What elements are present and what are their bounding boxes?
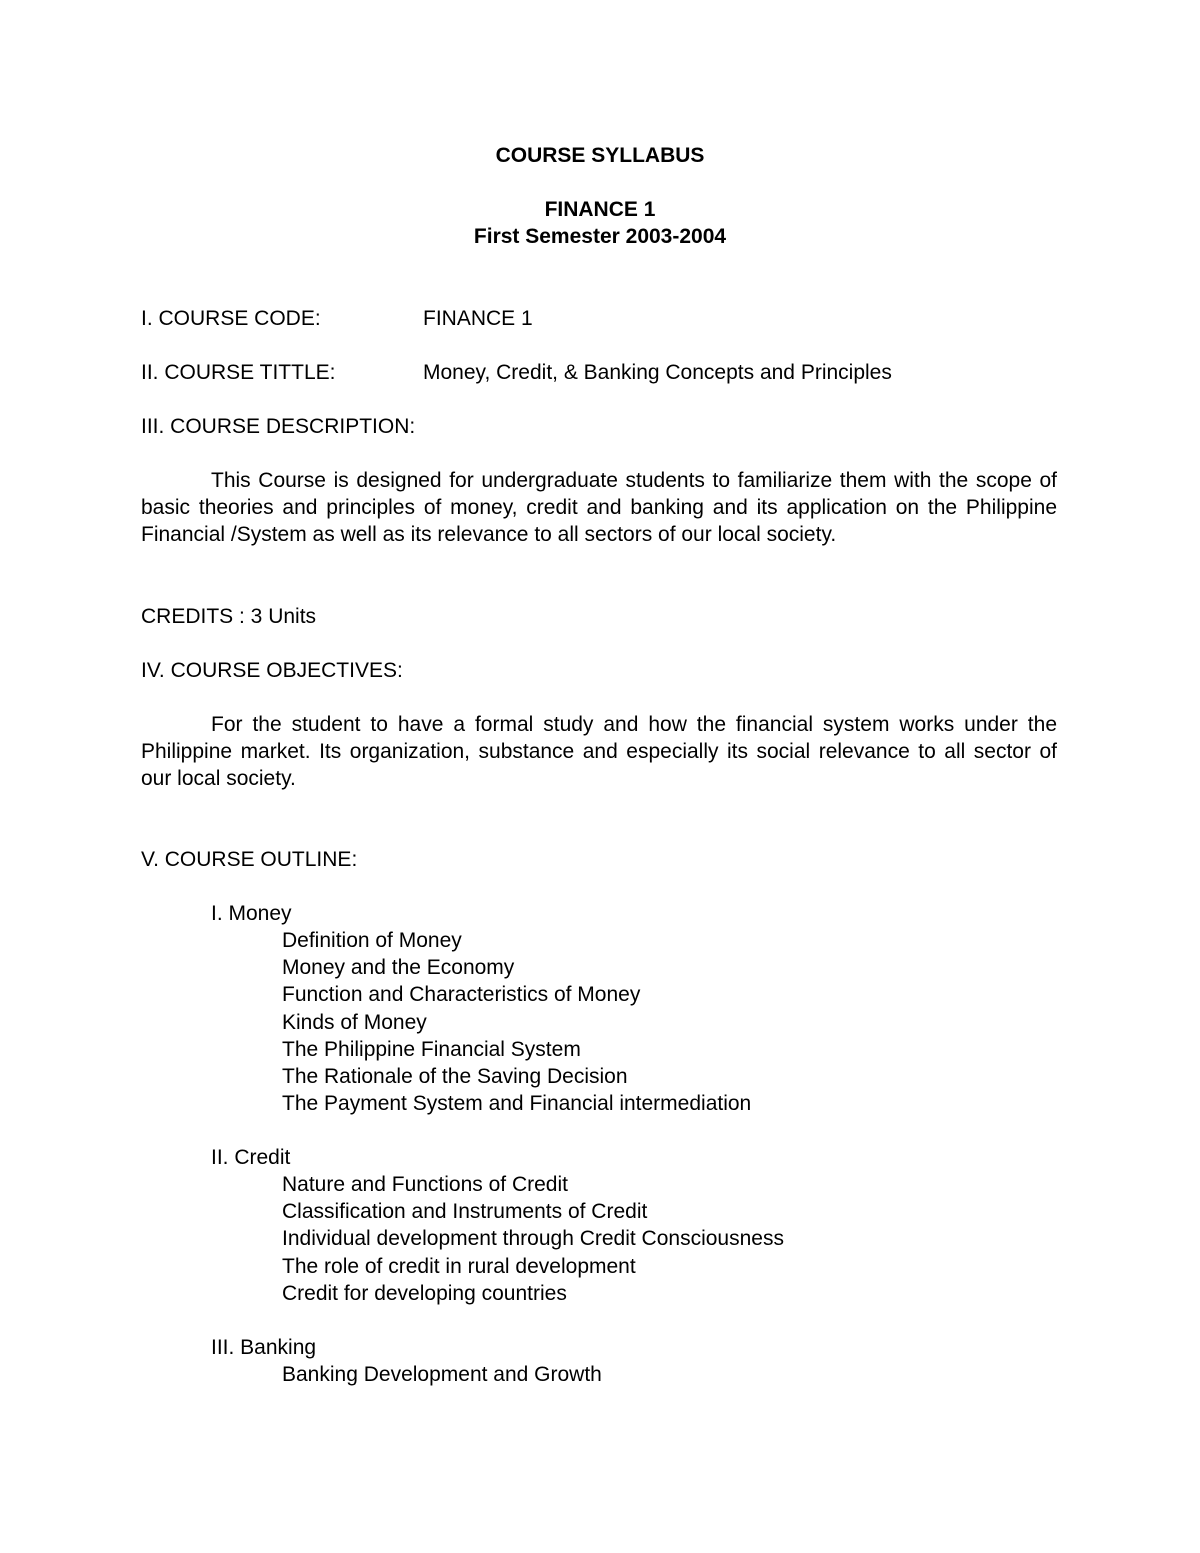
outline-item: Kinds of Money — [282, 1010, 427, 1034]
outline-item: Banking Development and Growth — [282, 1363, 602, 1386]
credits-line: CREDITS : 3 Units — [141, 605, 317, 628]
outline-item: Nature and Functions of Credit — [282, 1173, 568, 1196]
description-label: III. COURSE DESCRIPTION: — [141, 415, 416, 438]
semester-heading: First Semester 2003-2004 — [473, 225, 727, 248]
objectives-paragraph — [141, 711, 1057, 792]
outline-section-credit: II. Credit — [211, 1146, 291, 1169]
outline-item: Credit for developing countries — [282, 1281, 567, 1305]
course-heading: FINANCE 1 — [544, 198, 656, 221]
course-title-label: II. COURSE TITTLE: — [141, 361, 336, 384]
outline-item: The Payment System and Financial intermediation — [282, 1092, 752, 1116]
course-title-value: Money, Credit, & Banking Concepts and Principles — [423, 361, 892, 384]
document-title: COURSE SYLLABUS — [495, 144, 705, 167]
outline-items-credit — [282, 1171, 784, 1307]
outline-item: The Rationale of the Saving Decision — [282, 1064, 628, 1088]
description-paragraph — [141, 467, 1057, 548]
outline-label: V. COURSE OUTLINE: — [141, 848, 358, 871]
course-code-label: I. COURSE CODE: — [141, 307, 321, 330]
description-text: This Course is designed for undergraduate students to familiarize them with the scope of basic theories and principles of money, credit and banking and its application on the Philippine Financial /System as well as its relevance to all sectors of our local society. — [141, 469, 1057, 546]
outline-section-banking: III. Banking — [211, 1336, 317, 1359]
outline-item: Definition of Money — [282, 929, 462, 952]
outline-item: The role of credit in rural development — [282, 1254, 636, 1278]
outline-items-money — [282, 927, 751, 1117]
outline-item: The Philippine Financial System — [282, 1037, 581, 1061]
outline-item: Individual development through Credit Consciousness — [282, 1227, 784, 1251]
objectives-text: For the student to have a formal study and how the financial system works under the Philippine market. Its organization, substance and especially its social relevance to all sector of our local society. — [141, 713, 1057, 790]
outline-items-banking — [282, 1361, 602, 1388]
outline-section-money: I. Money — [211, 902, 292, 925]
outline-item: Money and the Economy — [282, 956, 515, 980]
objectives-label: IV. COURSE OBJECTIVES: — [141, 659, 403, 682]
outline-item: Function and Characteristics of Money — [282, 983, 641, 1007]
course-code-value: FINANCE 1 — [423, 307, 533, 330]
outline-item: Classification and Instruments of Credit — [282, 1200, 648, 1224]
